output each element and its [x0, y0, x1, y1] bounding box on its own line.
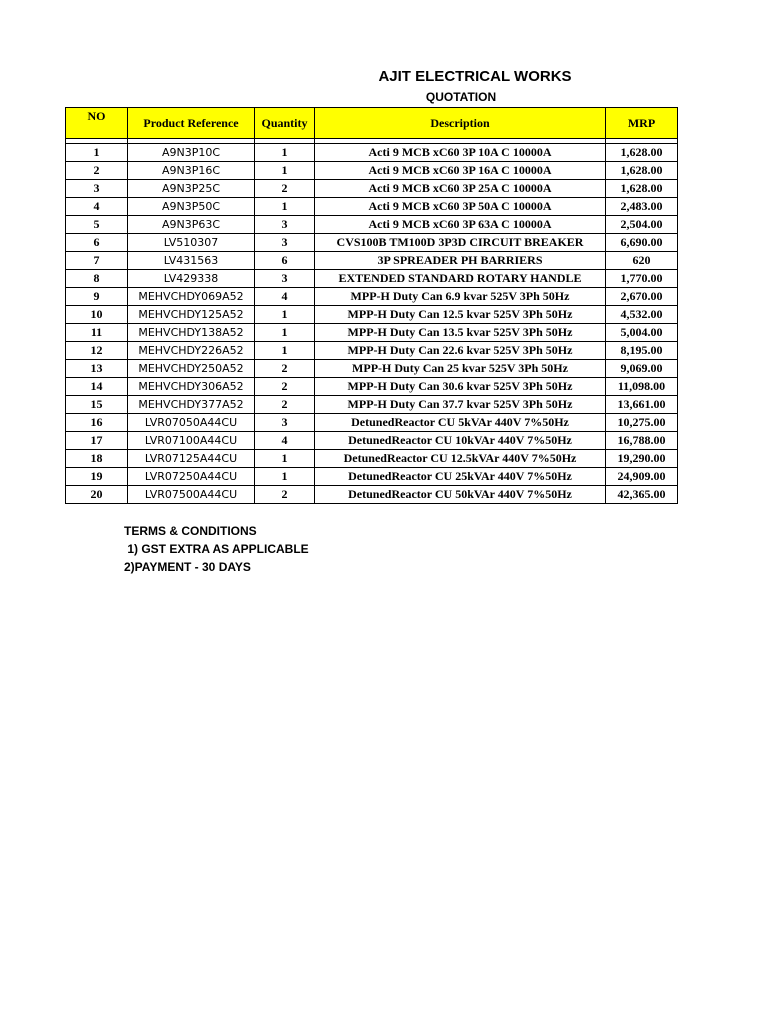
cell-no: 17 — [66, 432, 128, 450]
cell-no: 19 — [66, 468, 128, 486]
cell-quantity: 1 — [255, 144, 315, 162]
terms-and-conditions — [124, 522, 309, 576]
cell-mrp: 9,069.00 — [606, 360, 678, 378]
header-description: Description — [315, 108, 606, 139]
cell-mrp: 5,004.00 — [606, 324, 678, 342]
cell-mrp: 8,195.00 — [606, 342, 678, 360]
cell-description: DetunedReactor CU 25kVAr 440V 7%50Hz — [315, 468, 606, 486]
cell-quantity: 3 — [255, 414, 315, 432]
cell-mrp: 1,770.00 — [606, 270, 678, 288]
cell-product-reference: MEHVCHDY125A52 — [128, 306, 255, 324]
company-name: AJIT ELECTRICAL WORKS — [378, 68, 572, 85]
table-row — [66, 432, 678, 450]
cell-mrp: 1,628.00 — [606, 144, 678, 162]
table-row — [66, 216, 678, 234]
cell-no: 13 — [66, 360, 128, 378]
cell-quantity: 1 — [255, 306, 315, 324]
cell-product-reference: LVR07250A44CU — [128, 468, 255, 486]
cell-product-reference: A9N3P16C — [128, 162, 255, 180]
cell-description: MPP-H Duty Can 37.7 kvar 525V 3Ph 50Hz — [315, 396, 606, 414]
cell-quantity: 2 — [255, 486, 315, 504]
cell-no: 6 — [66, 234, 128, 252]
cell-description: 3P SPREADER PH BARRIERS — [315, 252, 606, 270]
cell-no: 4 — [66, 198, 128, 216]
cell-description: DetunedReactor CU 12.5kVAr 440V 7%50Hz — [315, 450, 606, 468]
cell-no: 18 — [66, 450, 128, 468]
table-row — [66, 324, 678, 342]
cell-description: DetunedReactor CU 10kVAr 440V 7%50Hz — [315, 432, 606, 450]
terms-line-1: 1) GST EXTRA AS APPLICABLE — [124, 542, 309, 556]
cell-mrp: 10,275.00 — [606, 414, 678, 432]
table-row — [66, 396, 678, 414]
cell-mrp: 24,909.00 — [606, 468, 678, 486]
table-row — [66, 486, 678, 504]
cell-quantity: 2 — [255, 180, 315, 198]
terms-line-2: 2)PAYMENT - 30 DAYS — [124, 560, 251, 574]
document-type: QUOTATION — [425, 90, 497, 104]
cell-description: MPP-H Duty Can 30.6 kvar 525V 3Ph 50Hz — [315, 378, 606, 396]
cell-no: 14 — [66, 378, 128, 396]
cell-product-reference: LVR07100A44CU — [128, 432, 255, 450]
cell-description: CVS100B TM100D 3P3D CIRCUIT BREAKER — [315, 234, 606, 252]
cell-product-reference: LVR07050A44CU — [128, 414, 255, 432]
cell-description: MPP-H Duty Can 13.5 kvar 525V 3Ph 50Hz — [315, 324, 606, 342]
table-header-row — [66, 108, 678, 139]
cell-mrp: 42,365.00 — [606, 486, 678, 504]
cell-no: 20 — [66, 486, 128, 504]
table-row — [66, 342, 678, 360]
cell-no: 16 — [66, 414, 128, 432]
table-row — [66, 450, 678, 468]
cell-mrp: 19,290.00 — [606, 450, 678, 468]
cell-product-reference: MEHVCHDY250A52 — [128, 360, 255, 378]
cell-product-reference: LV431563 — [128, 252, 255, 270]
cell-no: 9 — [66, 288, 128, 306]
cell-no: 3 — [66, 180, 128, 198]
cell-quantity: 2 — [255, 360, 315, 378]
cell-product-reference: LV429338 — [128, 270, 255, 288]
cell-quantity: 2 — [255, 378, 315, 396]
table-row — [66, 162, 678, 180]
cell-description: Acti 9 MCB xC60 3P 16A C 10000A — [315, 162, 606, 180]
table-row — [66, 270, 678, 288]
cell-product-reference: A9N3P50C — [128, 198, 255, 216]
cell-quantity: 6 — [255, 252, 315, 270]
header-mrp: MRP — [606, 108, 678, 139]
cell-product-reference: LVR07500A44CU — [128, 486, 255, 504]
cell-description: MPP-H Duty Can 12.5 kvar 525V 3Ph 50Hz — [315, 306, 606, 324]
cell-no: 2 — [66, 162, 128, 180]
cell-product-reference: MEHVCHDY138A52 — [128, 324, 255, 342]
table-row — [66, 468, 678, 486]
cell-product-reference: MEHVCHDY306A52 — [128, 378, 255, 396]
cell-quantity: 1 — [255, 162, 315, 180]
cell-quantity: 1 — [255, 198, 315, 216]
cell-description: DetunedReactor CU 50kVAr 440V 7%50Hz — [315, 486, 606, 504]
cell-mrp: 13,661.00 — [606, 396, 678, 414]
cell-mrp: 4,532.00 — [606, 306, 678, 324]
table-row — [66, 234, 678, 252]
cell-no: 10 — [66, 306, 128, 324]
table-row — [66, 144, 678, 162]
table-row — [66, 198, 678, 216]
header-product-reference: Product Reference — [128, 108, 255, 139]
table-row — [66, 180, 678, 198]
cell-quantity: 4 — [255, 288, 315, 306]
cell-mrp: 2,670.00 — [606, 288, 678, 306]
cell-quantity: 3 — [255, 270, 315, 288]
header-no: NO — [66, 108, 128, 139]
cell-product-reference: MEHVCHDY069A52 — [128, 288, 255, 306]
cell-product-reference: A9N3P25C — [128, 180, 255, 198]
cell-mrp: 1,628.00 — [606, 180, 678, 198]
cell-mrp: 620 — [606, 252, 678, 270]
cell-quantity: 3 — [255, 234, 315, 252]
cell-quantity: 1 — [255, 468, 315, 486]
cell-mrp: 11,098.00 — [606, 378, 678, 396]
cell-no: 8 — [66, 270, 128, 288]
cell-product-reference: A9N3P63C — [128, 216, 255, 234]
cell-mrp: 2,504.00 — [606, 216, 678, 234]
cell-quantity: 3 — [255, 216, 315, 234]
cell-no: 15 — [66, 396, 128, 414]
cell-description: MPP-H Duty Can 25 kvar 525V 3Ph 50Hz — [315, 360, 606, 378]
cell-product-reference: MEHVCHDY377A52 — [128, 396, 255, 414]
cell-mrp: 1,628.00 — [606, 162, 678, 180]
cell-no: 11 — [66, 324, 128, 342]
table-row — [66, 360, 678, 378]
cell-quantity: 2 — [255, 396, 315, 414]
cell-description: MPP-H Duty Can 6.9 kvar 525V 3Ph 50Hz — [315, 288, 606, 306]
cell-no: 1 — [66, 144, 128, 162]
cell-quantity: 1 — [255, 342, 315, 360]
cell-no: 5 — [66, 216, 128, 234]
table-row — [66, 378, 678, 396]
cell-product-reference: MEHVCHDY226A52 — [128, 342, 255, 360]
table-row — [66, 414, 678, 432]
cell-product-reference: LVR07125A44CU — [128, 450, 255, 468]
table-row — [66, 252, 678, 270]
cell-description: DetunedReactor CU 5kVAr 440V 7%50Hz — [315, 414, 606, 432]
header-quantity: Quantity — [255, 108, 315, 139]
cell-mrp: 16,788.00 — [606, 432, 678, 450]
cell-description: Acti 9 MCB xC60 3P 10A C 10000A — [315, 144, 606, 162]
terms-heading: TERMS & CONDITIONS — [124, 524, 257, 538]
cell-description: Acti 9 MCB xC60 3P 50A C 10000A — [315, 198, 606, 216]
cell-description: MPP-H Duty Can 22.6 kvar 525V 3Ph 50Hz — [315, 342, 606, 360]
cell-mrp: 2,483.00 — [606, 198, 678, 216]
table-row — [66, 306, 678, 324]
cell-product-reference: A9N3P10C — [128, 144, 255, 162]
cell-quantity: 1 — [255, 324, 315, 342]
cell-quantity: 1 — [255, 450, 315, 468]
cell-quantity: 4 — [255, 432, 315, 450]
cell-description: EXTENDED STANDARD ROTARY HANDLE — [315, 270, 606, 288]
cell-description: Acti 9 MCB xC60 3P 63A C 10000A — [315, 216, 606, 234]
table-row — [66, 288, 678, 306]
cell-no: 7 — [66, 252, 128, 270]
table-body — [66, 139, 678, 504]
quotation-table — [65, 107, 678, 504]
cell-description: Acti 9 MCB xC60 3P 25A C 10000A — [315, 180, 606, 198]
cell-mrp: 6,690.00 — [606, 234, 678, 252]
cell-product-reference: LV510307 — [128, 234, 255, 252]
cell-no: 12 — [66, 342, 128, 360]
